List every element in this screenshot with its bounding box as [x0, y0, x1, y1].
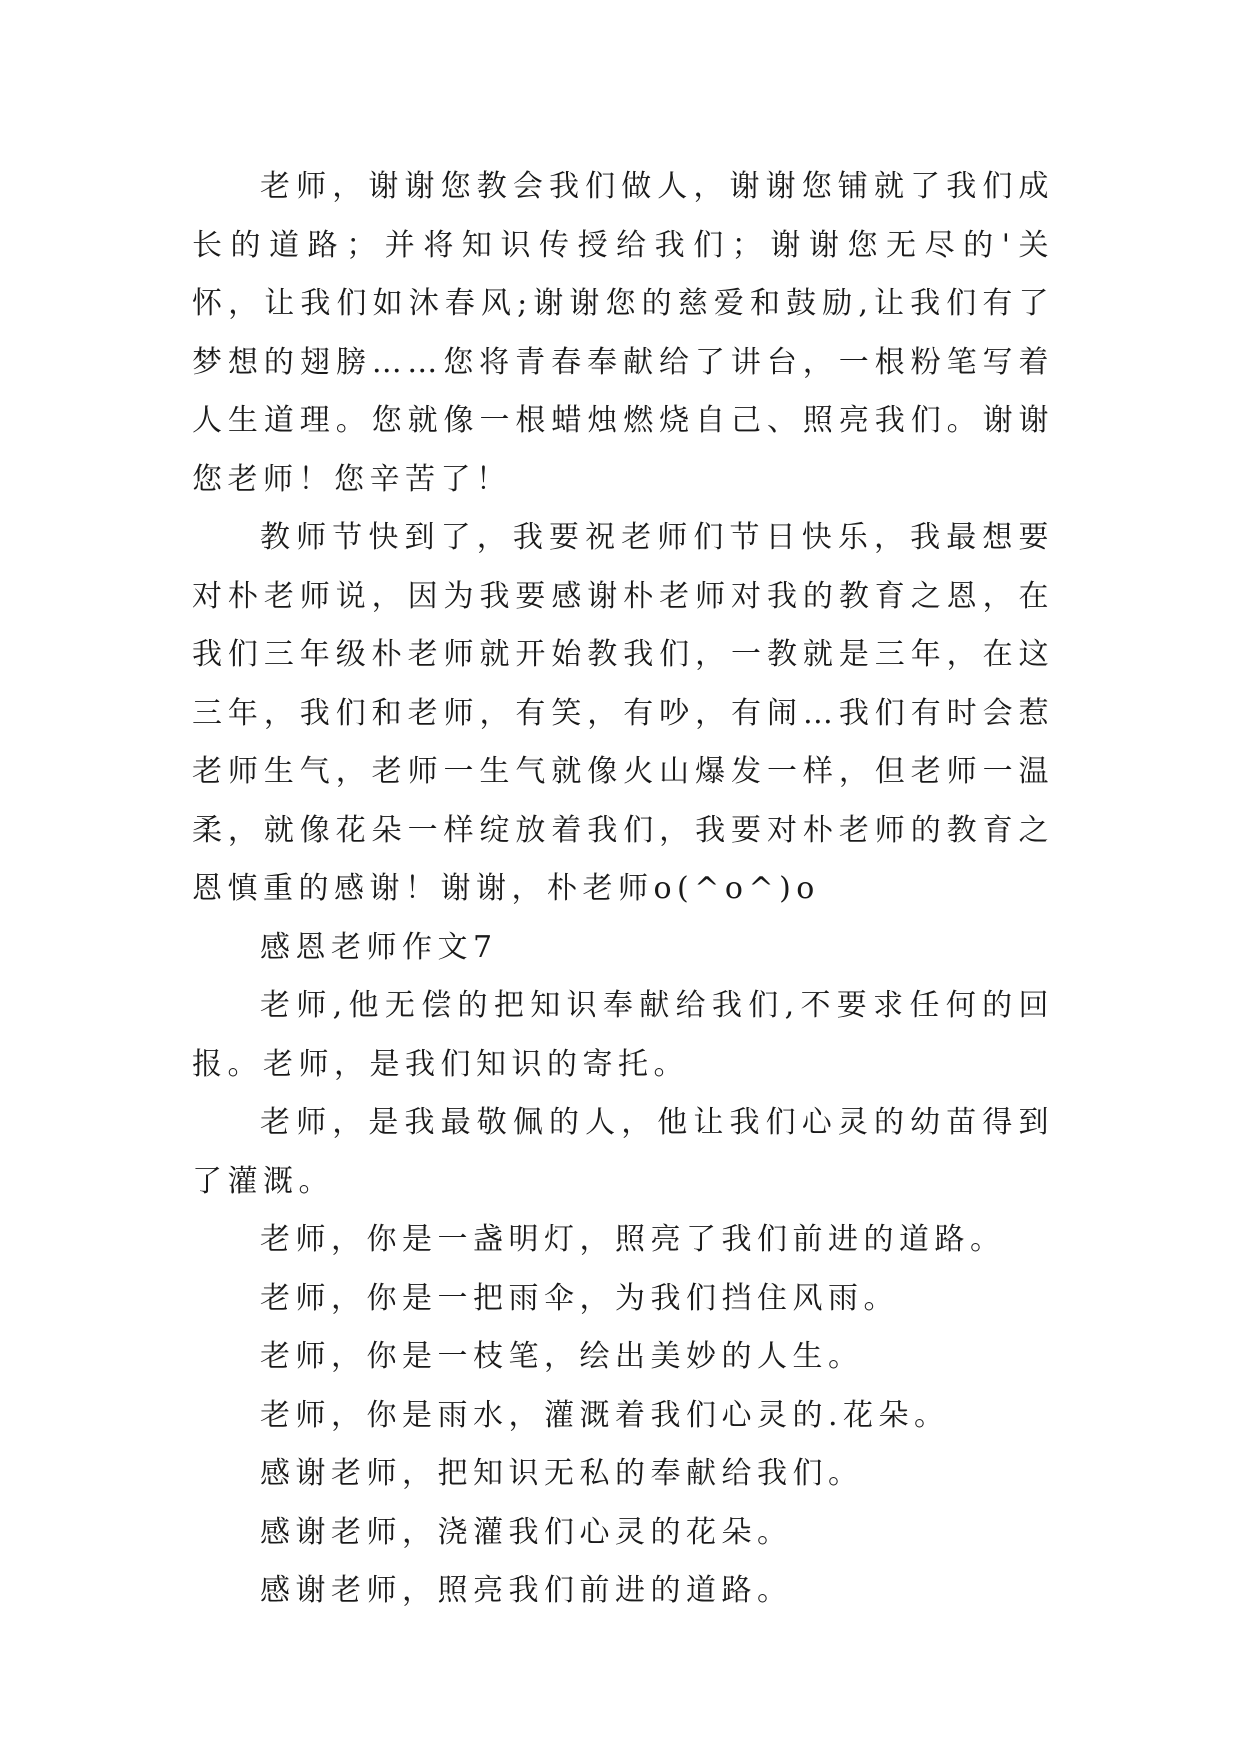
- line-umbrella: 老师，你是一把雨伞，为我们挡住风雨。: [260, 1280, 899, 1316]
- paragraph-teachers-day: 教师节快到了，我要祝老师们节日快乐，我最想要对朴老师说，因为我要感谢朴老师对我的教育之恩，在我们三年级朴老师就开始教我们，一教就是三年，在这三年，我们和老师，有笑，有吵，有闹…我们有时会惹老师生气，老师一生气就像火山爆发一样，但老师一温柔，就像花朵一样绽放着我们，我要对朴老师的教育之恩慎重的感谢！谢谢，朴老师o(^o^)o: [192, 520, 1054, 906]
- line-pen: 老师，你是一枝笔，绘出美妙的人生。: [260, 1339, 864, 1374]
- line-thanks-flowers: 感谢老师，浇灌我们心灵的花朵。: [260, 1514, 793, 1550]
- line-rainwater: 老师，你是雨水，灌溉着我们心灵的.花朵。: [260, 1397, 950, 1433]
- line-thanks-knowledge: 感谢老师，把知识无私的奉献给我们。: [260, 1456, 864, 1491]
- line-bright-lamp: 老师，你是一盏明灯，照亮了我们前进的道路。: [260, 1222, 1006, 1257]
- paragraph-admired-teacher: 老师，是我最敬佩的人，他让我们心灵的幼苗得到了灌溉。: [192, 1105, 1054, 1199]
- paragraph-thanks-teacher: 老师，谢谢您教会我们做人，谢谢您铺就了我们成长的道路；并将知识传授给我们；谢谢您无尽的'关怀，让我们如沐春风;谢谢您的慈爱和鼓励,让我们有了梦想的翅膀……您将青春奉献给了讲台，一根粉笔写着人生道理。您就像一根蜡烛燃烧自己、照亮我们。谢谢您老师！您辛苦了！: [192, 169, 1054, 497]
- document-page: [192, 158, 1054, 1621]
- paragraph-selfless-teacher: 老师,他无偿的把知识奉献给我们,不要求任何的回报。老师，是我们知识的寄托。: [192, 988, 1054, 1082]
- line-thanks-road: 感谢老师，照亮我们前进的道路。: [260, 1573, 793, 1608]
- essay-heading: 感恩老师作文7: [260, 929, 498, 965]
